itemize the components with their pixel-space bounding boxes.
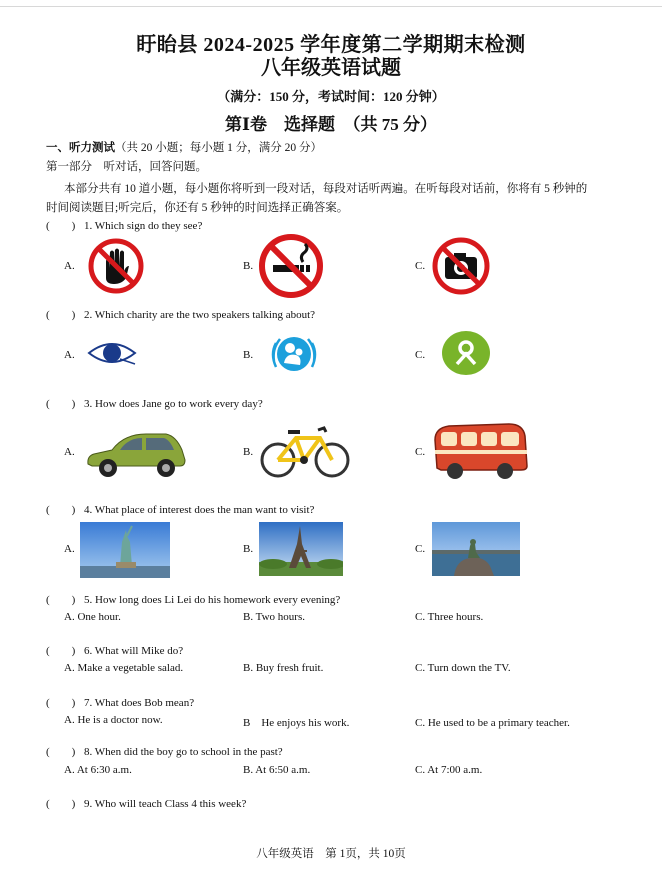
q5-option-b[interactable]: B. Two hours. (243, 611, 305, 623)
answer-blank[interactable]: ( ) (46, 645, 76, 657)
question-7 (46, 694, 194, 710)
part-one-heading: 第一部分 听对话，回答问题。 (46, 161, 207, 173)
exam-subtitle: 八年级英语试题 (261, 57, 401, 79)
question-4 (46, 501, 314, 517)
q6-option-b[interactable]: B. Buy fresh fruit. (243, 662, 324, 674)
oxfam-logo-icon (441, 330, 491, 376)
q4-option-c[interactable]: C. (415, 543, 426, 555)
q1-option-c[interactable]: C. (415, 260, 426, 272)
q6-option-c[interactable]: C. Turn down the TV. (415, 662, 511, 674)
question-text: 9. Who will teach Class 4 this week? (84, 798, 247, 810)
exam-info: （满分：150 分，考试时间：120 分钟） (217, 89, 445, 104)
answer-blank[interactable]: ( ) (46, 798, 76, 810)
question-6 (46, 642, 183, 658)
little-mermaid-photo (432, 522, 520, 576)
question-text: 4. What place of interest does the man want to visit? (84, 504, 315, 516)
q8-option-a[interactable]: A. At 6:30 a.m. (64, 764, 132, 776)
question-text: 1. Which sign do they see? (84, 220, 203, 232)
section-heading (46, 139, 322, 155)
q2-option-c[interactable]: C. (415, 349, 426, 361)
question-text: 2. Which charity are the two speakers talking about? (84, 309, 316, 321)
section-heading-bold: 一、听力测试 (46, 142, 115, 154)
bus-icon (431, 420, 529, 480)
q8-option-b[interactable]: B. At 6:50 a.m. (243, 764, 311, 776)
answer-blank[interactable]: ( ) (46, 746, 76, 758)
q8-option-c[interactable]: C. At 7:00 a.m. (415, 764, 483, 776)
no-photography-sign-icon (432, 237, 490, 295)
question-8 (46, 743, 283, 759)
question-9 (46, 795, 246, 811)
question-text: 5. How long does Li Lei do his homework every evening? (84, 594, 341, 606)
q2-option-a[interactable]: A. (64, 349, 75, 361)
exam-title: 盱眙县 2024-2025 学年度第二学期期末检测 (136, 34, 526, 56)
question-1 (46, 217, 202, 233)
answer-blank[interactable]: ( ) (46, 309, 76, 321)
q1-option-a[interactable]: A. (64, 260, 75, 272)
question-text: 6. What will Mike do? (84, 645, 184, 657)
instructions-line-1: 本部分共有 10 道小题，每小题你将听到一段对话，每段对话听两遍。在听每段对话前，你将有 5 秒钟的 (64, 183, 588, 195)
q3-option-b[interactable]: B. (243, 446, 254, 458)
q7-option-b[interactable]: B He enjoys his work. (243, 717, 350, 729)
answer-blank[interactable]: ( ) (46, 504, 76, 516)
question-text: 3. How does Jane go to work every day? (84, 398, 263, 410)
instructions-line-2: 时间阅读题目;听完后，你还有 5 秒钟的时间选择正确答案。 (46, 202, 349, 214)
statue-of-liberty-photo (80, 522, 170, 578)
eye-logo-icon (86, 337, 138, 369)
volume-heading: 第Ⅰ卷 选择题 （共 75 分） (225, 115, 437, 134)
page-top-border (0, 6, 662, 7)
answer-blank[interactable]: ( ) (46, 398, 76, 410)
q7-option-a[interactable]: A. He is a doctor now. (64, 714, 163, 726)
answer-blank[interactable]: ( ) (46, 220, 76, 232)
question-3 (46, 395, 263, 411)
eiffel-tower-photo (259, 522, 343, 576)
answer-blank[interactable]: ( ) (46, 594, 76, 606)
q7-option-c[interactable]: C. He used to be a primary teacher. (415, 717, 570, 729)
question-2 (46, 306, 315, 322)
question-text: 8. When did the boy go to school in the past? (84, 746, 283, 758)
unicef-logo-icon (266, 329, 322, 379)
page-footer: 八年级英语 第 1页，共 10页 (256, 848, 406, 860)
no-touch-sign-icon (88, 238, 144, 294)
q3-option-a[interactable]: A. (64, 446, 75, 458)
q1-option-b[interactable]: B. (243, 260, 254, 272)
q5-option-c[interactable]: C. Three hours. (415, 611, 484, 623)
car-icon (84, 428, 188, 480)
q5-option-a[interactable]: A. One hour. (64, 611, 121, 623)
q3-option-c[interactable]: C. (415, 446, 426, 458)
answer-blank[interactable]: ( ) (46, 697, 76, 709)
section-heading-rest: （共 20 小题；每小题 1 分，满分 20 分） (115, 142, 322, 154)
q2-option-b[interactable]: B. (243, 349, 254, 361)
no-smoking-sign-icon (259, 234, 323, 298)
question-5 (46, 591, 340, 607)
bicycle-icon (258, 424, 352, 480)
q4-option-b[interactable]: B. (243, 543, 254, 555)
question-text: 7. What does Bob mean? (84, 697, 195, 709)
q6-option-a[interactable]: A. Make a vegetable salad. (64, 662, 184, 674)
q4-option-a[interactable]: A. (64, 543, 75, 555)
